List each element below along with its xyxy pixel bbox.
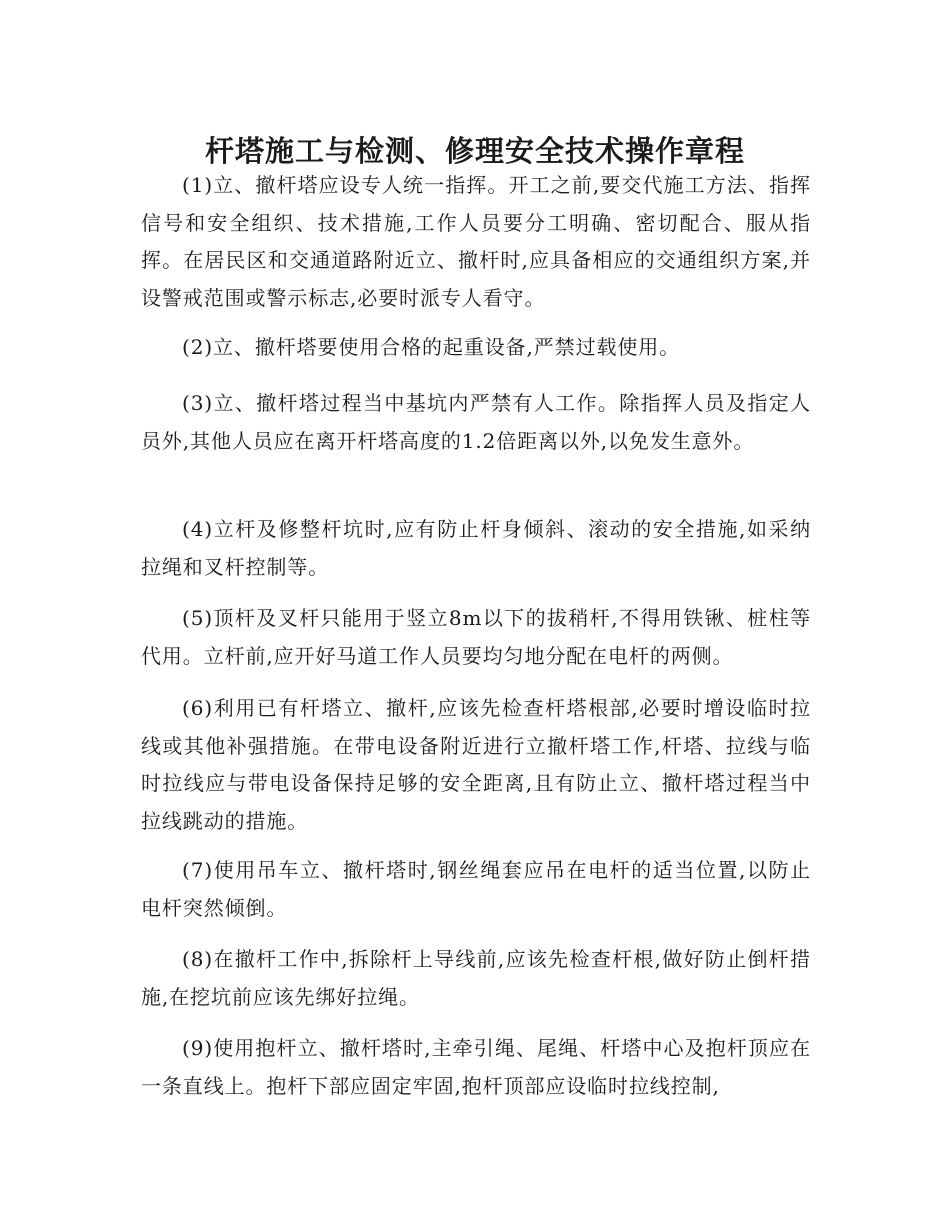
paragraph-4: (4)立杆及修整杆坑时,应有防止杆身倾斜、滚动的安全措施,如采纳拉绳和叉杆控制等。 [141, 517, 811, 579]
paragraph-9: (9)使用抱杆立、撤杆塔时,主牵引绳、尾绳、杆塔中心及抱杆顶应在一条直线上。抱杆下部应固定牢固,抱杆顶部应设临时拉线控制, [141, 1036, 811, 1098]
paragraph-1: (1)立、撤杆塔应设专人统一指挥。开工之前,要交代施工方法、指挥信号和安全组织、技术措施,工作人员要分工明确、密切配合、服从指挥。在居民区和交通道路附近立、撤杆时,应具备相应的交通组织方案,并设警戒范围或警示标志,必要时派专人看守。 [141, 173, 811, 311]
document-title: 杆塔施工与检测、修理安全技术操作章程 [204, 134, 745, 169]
paragraph-6: (6)利用已有杆塔立、撤杆,应该先检查杆塔根部,必要时增设临时拉线或其他补强措施。在带电设备附近进行立撤杆塔工作,杆塔、拉线与临时拉线应与带电设备保持足够的安全距离,且有防止立、撤杆塔过程当中拉线跳动的措施。 [141, 696, 811, 834]
paragraph-7: (7)使用吊车立、撤杆塔时,钢丝绳套应吊在电杆的适当位置,以防止电杆突然倾倒。 [141, 858, 811, 920]
paragraph-3: (3)立、撤杆塔过程当中基坑内严禁有人工作。除指挥人员及指定人员外,其他人员应在离开杆塔高度的1.2倍距离以外,以免发生意外。 [141, 391, 811, 453]
paragraph-8: (8)在撤杆工作中,拆除杆上导线前,应该先检查杆根,做好防止倒杆措施,在挖坑前应该先绑好拉绳。 [141, 947, 811, 1009]
paragraph-2: (2)立、撤杆塔要使用合格的起重设备,严禁过载使用。 [182, 335, 681, 359]
paragraph-5: (5)顶杆及叉杆只能用于竖立8m以下的拔稍杆,不得用铁锹、桩柱等代用。立杆前,应开好马道工作人员要均匀地分配在电杆的两侧。 [141, 606, 811, 668]
